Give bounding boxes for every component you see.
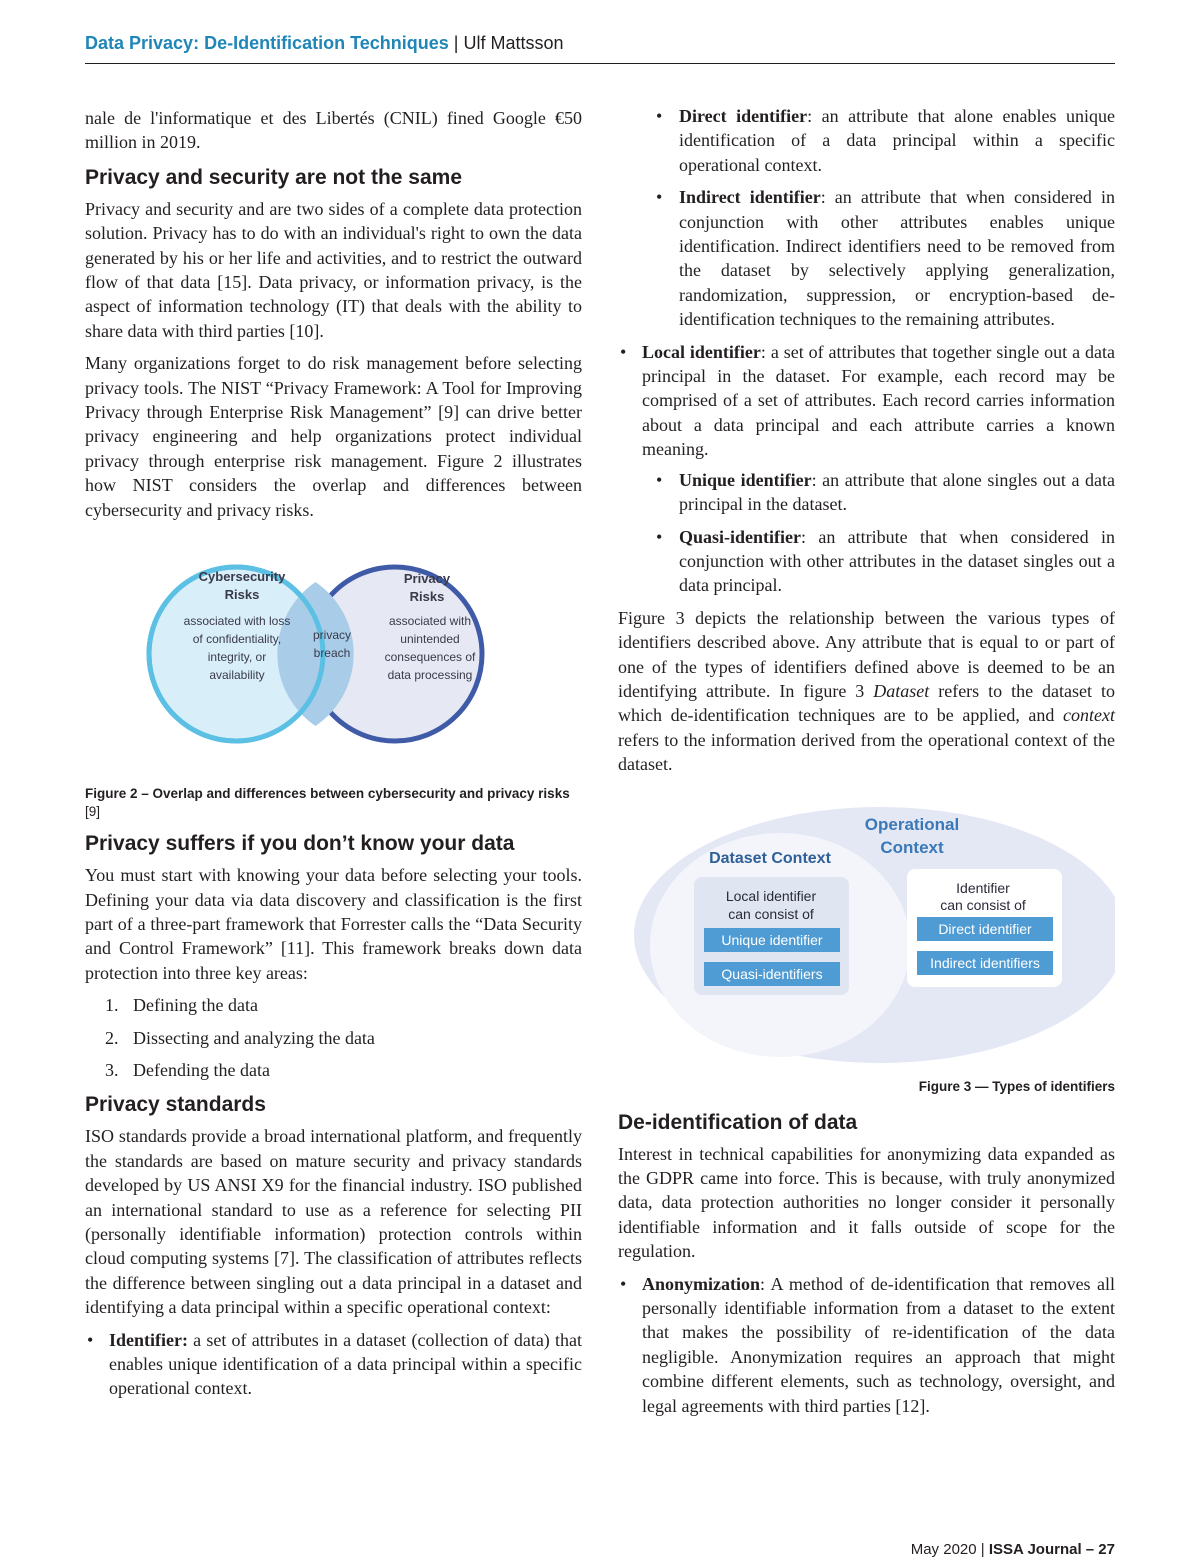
fig3-operational-1: Operational — [864, 814, 960, 834]
figure-2-venn-diagram — [85, 542, 582, 772]
step-text: Defending the data — [133, 1059, 270, 1080]
fig2-left-body-3: integrity, or — [207, 650, 267, 665]
indirect-term: Indirect identifier — [679, 187, 821, 208]
fig2-left-body-2: of confidentiality, — [192, 632, 282, 647]
fig2-left-body-1: associated with loss — [183, 614, 291, 629]
list-item-identifier — [85, 1328, 582, 1401]
identifier-list — [85, 1328, 582, 1401]
fig3-context-term: context — [1063, 705, 1115, 726]
unique-definition: : an attribute that alone singles out a data principal in the dataset. — [679, 469, 1115, 515]
heading-know-data: Privacy suffers if you don’t know your data — [85, 832, 515, 856]
local-identifier-sublist — [618, 468, 1115, 598]
list-item — [85, 993, 582, 1017]
fig2-left-title-1: Cybersecurity — [198, 569, 286, 585]
step-number: 3. — [105, 1059, 119, 1080]
footer-separator: | — [976, 1541, 989, 1558]
list-item-unique — [618, 468, 1115, 517]
figure-3-identifier-diagram — [618, 795, 1115, 1065]
paragraph-deidentification: Interest in technical capabilities for anonymizing data expanded as the GDPR came into force. This is because, with truly anonymized data, data protection authorities no longer consider it personally identifiable information and it falls outside of scope for the regulation. — [618, 1143, 1115, 1262]
fig3-text-a: Figure 3 depicts the relationship between the various types of identifiers described above. Any attribute that is equal to or part of one of the types of identifiers defined above is deemed to be an identifying attribute. In figure 3 — [618, 607, 1115, 701]
page-footer — [911, 1541, 1115, 1558]
fig3-text-c: refers to the information derived from the operational context of the dataset. — [618, 729, 1115, 775]
framework-steps-list — [85, 993, 582, 1082]
footer-journal: ISSA Journal – 27 — [988, 1541, 1115, 1558]
intro-paragraph: nale de l'informatique et des Libertés (CNIL) fined Google €50 million in 2019. — [85, 108, 582, 153]
list-item — [85, 1026, 582, 1050]
heading-privacy-standards: Privacy standards — [85, 1093, 266, 1117]
figure-3-caption: Figure 3 — Types of identifiers — [918, 1078, 1115, 1094]
fig2-left-title-2: Risks — [224, 587, 260, 603]
list-item-quasi — [618, 525, 1115, 598]
left-column — [85, 106, 582, 1409]
anonymization-list — [618, 1272, 1115, 1418]
paragraph-privacy-2: Many organizations forget to do risk management before selecting privacy tools. The NIST “Privacy Framework: A Tool for Improving Privacy through Enterprise Risk Management” [9] can drive better privacy engineering and help organizations protect individual privacy through enterprise risk management. Figure 2 illustrates how NIST considers the overlap and differences between cybersecurity and privacy risks. — [85, 353, 582, 520]
local-term: Local identifier — [642, 341, 761, 362]
heading-privacy-security: Privacy and security are not the same — [85, 165, 463, 189]
figure-2-caption — [85, 785, 582, 821]
step-text: Defining the data — [133, 995, 258, 1016]
identifier-sublist — [618, 104, 1115, 332]
heading-deidentification: De-identification of data — [618, 1110, 858, 1134]
paragraph-figure-3 — [618, 606, 1115, 777]
identifier-term: Identifier: — [109, 1329, 188, 1350]
fig3-text-b: refers to the dataset to which de-identification techniques are to be applied, and — [618, 680, 1115, 726]
fig3-dataset-term: Dataset — [873, 680, 930, 701]
fig2-right-body-3: consequences of — [384, 650, 476, 665]
running-header — [85, 33, 1115, 64]
step-number: 2. — [105, 1027, 119, 1048]
identifier-definition: a set of attributes in a dataset (collection of data) that enables unique identification of a data principal within a specific operational context. — [109, 1329, 582, 1399]
fig2-right-body-4: data processing — [387, 668, 473, 683]
list-item-indirect — [618, 185, 1115, 331]
list-item — [85, 1058, 582, 1082]
fig2-right-body-2: unintended — [400, 632, 460, 647]
fig3-local-1: Local identifier — [725, 887, 817, 904]
fig2-left-body-4: availability — [209, 668, 265, 683]
fig3-indirect-box: Indirect identifiers — [930, 954, 1040, 971]
local-definition: : a set of attributes that together single out a data principal in the dataset. For example, each record may be comprised of a set of attributes. Each record carries information about a data principal and each attribute carries a known meaning. — [642, 341, 1115, 460]
fig3-direct-box: Direct identifier — [938, 920, 1032, 937]
footer-date: May 2020 — [910, 1541, 977, 1558]
fig3-unique-box: Unique identifier — [721, 931, 823, 948]
fig3-identifier-1: Identifier — [956, 879, 1010, 896]
paragraph-privacy-1: Privacy and security and are two sides of a complete data protection solution. Privacy has to do with an individual's right to own the data generated by his or her life and activities, and to restrict the outward flow of that data [15]. Data privacy, or information privacy, is the aspect of information technology (IT) that deals with the ability to share data with third parties [10]. — [85, 198, 582, 341]
anonymization-definition: : A method of de-identification that removes all personally identifiable information from a dataset to the extent that makes the possibility of re-identification of the data negligible. Anonymization requires an approach that might combine different elements, such as technology, oversight, and legal agreements with third parties [12]. — [642, 1273, 1115, 1416]
fig2-overlap-1: privacy — [312, 628, 352, 643]
indirect-definition: : an attribute that when considered in conjunction with other attributes enables unique identification. Indirect identifiers need to be removed from the dataset by selectively applying generalization, randomization, suppression, or encryption-based de-identification techniques to the remaining attributes. — [679, 187, 1115, 330]
quasi-term: Quasi-identifier — [679, 526, 801, 547]
list-item-direct — [618, 104, 1115, 177]
fig3-operational-2: Context — [880, 837, 944, 857]
fig3-quasi-box: Quasi-identifiers — [721, 965, 823, 982]
direct-definition: : an attribute that alone enables unique identification of a data principal within a specific operational context. — [679, 106, 1115, 175]
figure-2-caption-text: Figure 2 – Overlap and differences between cybersecurity and privacy risks — [85, 786, 570, 802]
fig3-dataset-context: Dataset Context — [709, 849, 831, 867]
step-text: Dissecting and analyzing the data — [133, 1027, 375, 1048]
step-number: 1. — [105, 995, 119, 1016]
fig3-identifier-2: can consist of — [940, 896, 1026, 913]
header-title: Data Privacy: De-Identification Techniques — [85, 33, 449, 53]
fig2-right-body-1: associated with — [388, 614, 472, 629]
fig3-local-2: can consist of — [728, 905, 814, 922]
direct-term: Direct identifier — [679, 106, 808, 126]
header-separator: | — [448, 33, 464, 53]
figure-2-caption-ref: [9] — [85, 804, 101, 820]
fig2-overlap-2: breach — [313, 646, 351, 661]
right-column — [618, 104, 1115, 1426]
paragraph-standards: ISO standards provide a broad international platform, and frequently the standards are based on mature security and privacy standards developed by US ANSI X9 for the financial industry. ISO published an international standard to use as a reference for selecting PII (personally identifiable information) protection controls within cloud computing systems [7]. The classification of attributes reflects the difference between singling out a data principal in a dataset and identifying a data principal within a specific operational context: — [85, 1126, 582, 1318]
paragraph-know-data: You must start with knowing your data before selecting your tools. Defining your data via data discovery and classification is the first part of a three-part framework that Forrester calls the “Data Security and Control Framework” [11]. This framework breaks down data protection into three key areas: — [85, 865, 582, 983]
fig2-right-title-1: Privacy — [403, 571, 451, 587]
fig2-right-title-2: Risks — [409, 589, 445, 605]
list-item-local — [618, 340, 1115, 462]
unique-term: Unique identifier — [679, 469, 812, 490]
header-author: Ulf Mattsson — [463, 33, 564, 53]
quasi-definition: : an attribute that when considered in conjunction with other attributes in the dataset singles out a data principal. — [679, 526, 1115, 596]
anonymization-term: Anonymization — [642, 1273, 761, 1294]
local-identifier-list — [618, 340, 1115, 462]
list-item-anonymization — [618, 1272, 1115, 1418]
